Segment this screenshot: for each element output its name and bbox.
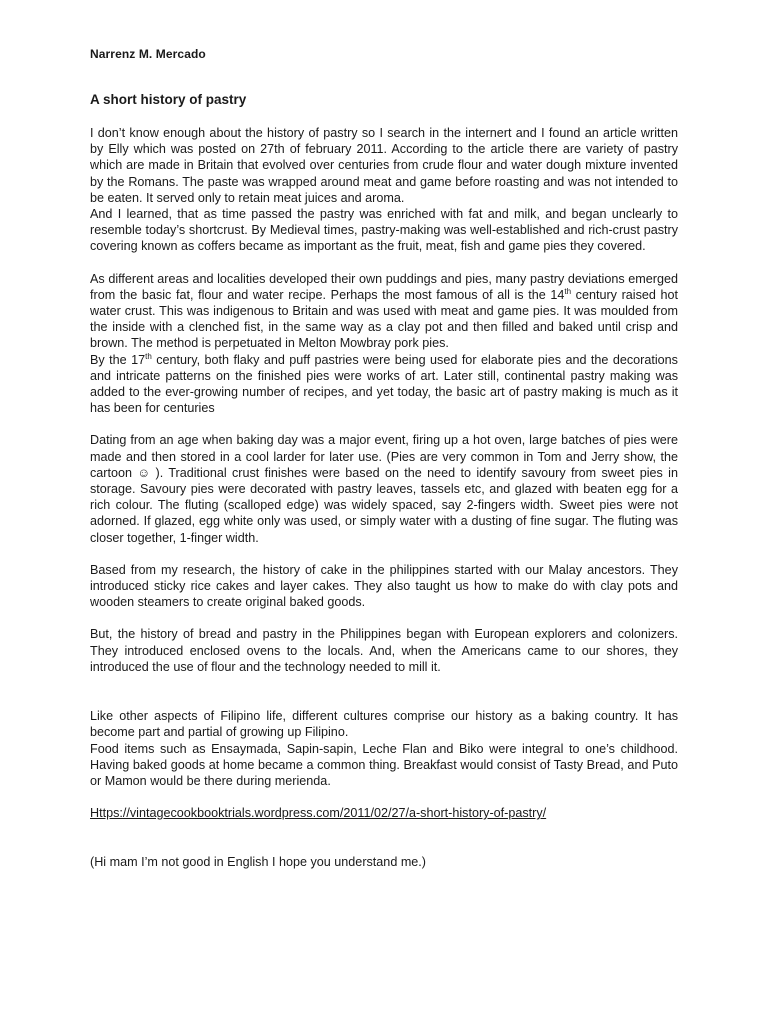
- paragraph-intro: I don’t know enough about the history of pastry so I search in the internert and I found an article written by Elly which was posted on 27th of february 2011. According to the article there are variety of pastry which are made in Britain that evolved over centuries from crude flour and water dough mixture invented by the Romans. The paste was wrapped around meat and game before roasting and was not intended to be eaten. It served only to retain meat juices and aroma.: [90, 126, 678, 205]
- source-link[interactable]: Https://vintagecookbooktrials.wordpress.com/2011/02/27/a-short-history-of-pastry/: [90, 806, 547, 821]
- paragraph-filipino-life: Like other aspects of Filipino life, different cultures comprise our history as a baking country. It has become part and partial of growing up Filipino.: [90, 709, 678, 740]
- paragraph-food-items: Food items such as Ensaymada, Sapin-sapin, Leche Flan and Biko were integral to one’s childhood. Having baked goods at home became a common thing. Breakfast would consist of Tasty Bread, and Puto or Mamon would be there during merienda.: [90, 741, 678, 788]
- paragraph-cake-history: Based from my research, the history of cake in the philippines started with our Malay ancestors. They introduced sticky rice cakes and layer cakes. They also taught us how to make do with clay pots and wooden steamers to create original baked goods.: [90, 562, 678, 610]
- document-body: [90, 125, 678, 871]
- document-title: A short history of pastry: [90, 92, 247, 107]
- closing-note: (Hi mam I’m not good in English I hope you understand me.): [90, 855, 427, 870]
- paragraph-flaky-puff: By the 17th century, both flaky and puff pastries were being used for elaborate pies and the decorations and intricate patterns on the finished pies were works of art. Later still, continental pastry making was added to the ever-growing number of recipes, and yet today, the basic art of pastry making is much as it has been for centuries: [90, 351, 678, 416]
- paragraph-hot-water-crust: As different areas and localities developed their own puddings and pies, many pastry deviations emerged from the basic fat, flour and water recipe. Perhaps the most famous of all is the 14th century raised hot water crust. This was indigenous to Britain and was used with meat and game pies. It was moulded from the inside with a clenched fist, in the same way as a clay pot and then filled and baked until crisp and brown. The method is perpetuated in Melton Mowbray pork pies.: [90, 271, 678, 351]
- paragraph-medieval: And I learned, that as time passed the pastry was enriched with fat and milk, and began unclearly to resemble today’s shortcrust. By Medieval times, pastry-making was well-established and rich-crust pastry covering known as coffers became as important as the fruit, meat, fish and game pies they covered.: [90, 207, 678, 254]
- paragraph-baking-day: Dating from an age when baking day was a major event, firing up a hot oven, large batches of pies were made and then stored in a cool larder for later use. (Pies are very common in Tom and Jerry show, the cartoon ☺ ). Traditional crust finishes were based on the need to identify savoury from sweet pies in storage. Savoury pies were decorated with pastry leaves, tassels etc, and glazed with beaten egg for a rich colour. The fluting (scalloped edge) was widely spaced, say 2-fingers width. Sweet pies were not adorned. If glazed, egg white only was used, or simply water with a dusting of fine sugar. The fluting was closer together, 1-finger width.: [90, 433, 678, 545]
- author-name: Narrenz M. Mercado: [90, 47, 206, 61]
- paragraph-bread-history: But, the history of bread and pastry in the Philippines began with European explorers and colonizers. They introduced enclosed ovens to the locals. And, when the Americans came to our shores, they introduced the use of flour and the technology needed to mill it.: [90, 627, 678, 674]
